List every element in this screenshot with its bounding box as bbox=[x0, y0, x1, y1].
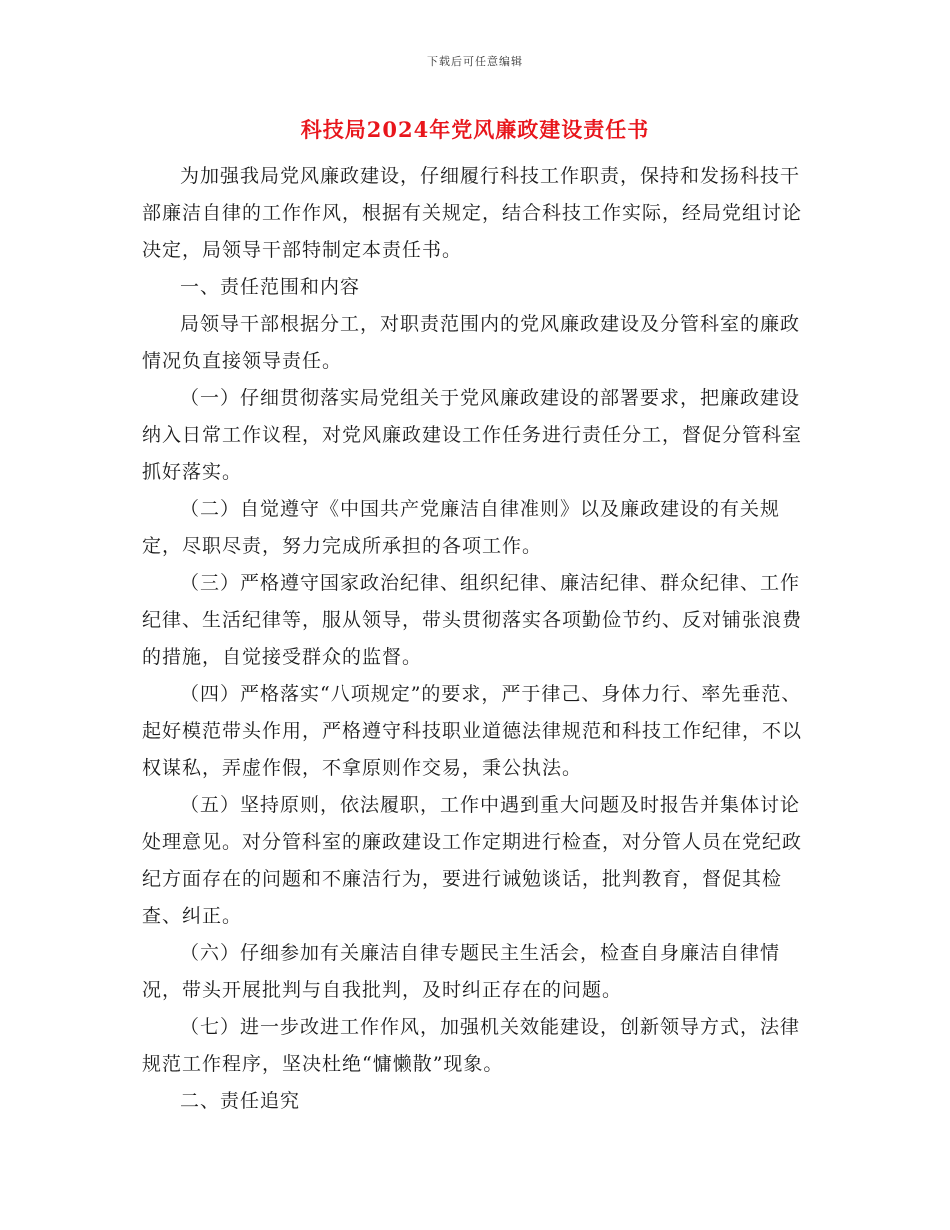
header-note: 下载后可任意编辑 bbox=[427, 55, 523, 68]
responsibility-item-1: （一）仔细贯彻落实局党组关于党风廉政建设的部署要求，把廉政建设纳入日常工作议程，对党风廉政建设工作任务进行责任分工，督促分管科室抓好落实。 bbox=[142, 387, 803, 483]
section-2-heading: 二、责任追究 bbox=[180, 1090, 301, 1112]
document-title: 科技局2024年党风廉政建设责任书 bbox=[300, 117, 650, 142]
section-1-heading: 一、责任范围和内容 bbox=[180, 276, 361, 298]
responsibility-item-2: （二）自觉遵守《中国共产党廉洁自律准则》以及廉政建设的有关规定，尽职尽责，努力完成所承担的各项工作。 bbox=[142, 498, 781, 557]
document-body bbox=[142, 158, 806, 1120]
responsibility-item-7: （七）进一步改进工作作风，加强机关效能建设，创新领导方式，法律规范工作程序，坚决杜绝“慵懒散”现象。 bbox=[142, 1016, 801, 1075]
responsibility-item-4: （四）严格落实“八项规定”的要求，严于律己、身体力行、率先垂范、起好模范带头作用，严格遵守科技职业道德法律规范和科技工作纪律，不以权谋私，弄虚作假，不拿原则作交易，秉公执法。 bbox=[142, 683, 803, 779]
responsibility-item-3: （三）严格遵守国家政治纪律、组织纪律、廉洁纪律、群众纪律、工作纪律、生活纪律等，服从领导，带头贯彻落实各项勤俭节约、反对铺张浪费的措施，自觉接受群众的监督。 bbox=[142, 572, 803, 668]
responsibility-item-6: （六）仔细参加有关廉洁自律专题民主生活会，检查自身廉洁自律情况，带头开展批判与自我批判，及时纠正存在的问题。 bbox=[142, 942, 781, 1001]
section-1-lead-paragraph: 局领导干部根据分工，对职责范围内的党风廉政建设及分管科室的廉政情况负直接领导责任。 bbox=[142, 313, 801, 372]
intro-paragraph: 为加强我局党风廉政建设，仔细履行科技工作职责，保持和发扬科技干部廉洁自律的工作作风，根据有关规定，结合科技工作实际，经局党组讨论决定，局领导干部特制定本责任书。 bbox=[142, 165, 803, 261]
responsibility-item-5: （五）坚持原则，依法履职，工作中遇到重大问题及时报告并集体讨论处理意见。对分管科室的廉政建设工作定期进行检查，对分管人员在党纪政纪方面存在的问题和不廉洁行为，要进行诫勉谈话，批判教育，督促其检查、纠正。 bbox=[142, 794, 803, 927]
